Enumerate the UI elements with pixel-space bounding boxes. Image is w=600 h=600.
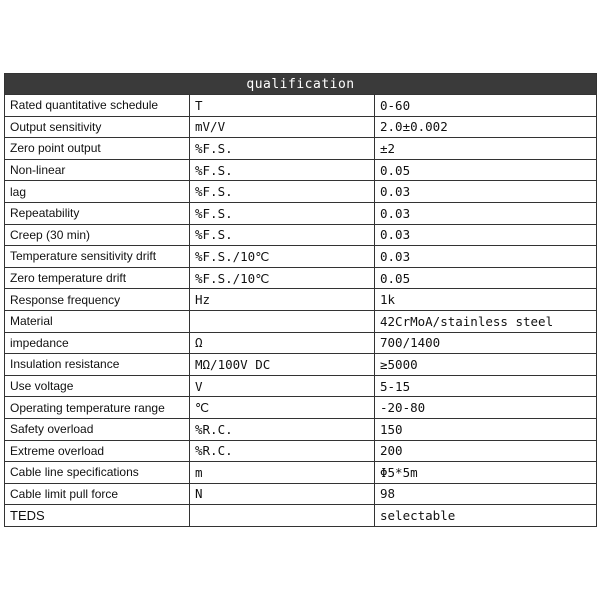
parameter-cell: Material (5, 310, 190, 332)
table-row (5, 116, 597, 138)
table-row (5, 95, 597, 117)
unit-cell: MΩ/100V DC (190, 354, 375, 376)
unit-cell: T (190, 95, 375, 117)
unit-cell (190, 505, 375, 527)
unit-cell: %F.S. (190, 181, 375, 203)
unit-cell: %R.C. (190, 440, 375, 462)
parameter-cell: Cable limit pull force (5, 483, 190, 505)
parameter-cell: Repeatability (5, 202, 190, 224)
unit-cell: N (190, 483, 375, 505)
table-row (5, 418, 597, 440)
value-cell: ≥5000 (375, 354, 597, 376)
table-row (5, 332, 597, 354)
value-cell: 0-60 (375, 95, 597, 117)
table-row (5, 397, 597, 419)
table-body (5, 95, 597, 527)
table-row (5, 267, 597, 289)
value-cell: 0.03 (375, 246, 597, 268)
value-cell: 5-15 (375, 375, 597, 397)
parameter-cell: Rated quantitative schedule (5, 95, 190, 117)
parameter-cell: Zero temperature drift (5, 267, 190, 289)
table-row (5, 289, 597, 311)
table-row (5, 181, 597, 203)
unit-cell: %F.S. (190, 138, 375, 160)
value-cell: -20-80 (375, 397, 597, 419)
table-row (5, 310, 597, 332)
table-row (5, 224, 597, 246)
value-cell: 700/1400 (375, 332, 597, 354)
value-cell: 0.03 (375, 181, 597, 203)
value-cell: 2.0±0.002 (375, 116, 597, 138)
table-row (5, 375, 597, 397)
unit-cell: ℃ (190, 397, 375, 419)
value-cell: 1k (375, 289, 597, 311)
value-cell: 150 (375, 418, 597, 440)
parameter-cell: Use voltage (5, 375, 190, 397)
unit-cell: mV/V (190, 116, 375, 138)
parameter-cell: Safety overload (5, 418, 190, 440)
parameter-cell: Cable line specifications (5, 462, 190, 484)
value-cell: 0.03 (375, 202, 597, 224)
unit-cell: %F.S. (190, 159, 375, 181)
parameter-cell: Output sensitivity (5, 116, 190, 138)
unit-cell (190, 310, 375, 332)
parameter-cell: TEDS (5, 505, 190, 527)
table-row (5, 246, 597, 268)
unit-cell: %R.C. (190, 418, 375, 440)
value-cell: Φ5*5m (375, 462, 597, 484)
parameter-cell: Operating temperature range (5, 397, 190, 419)
table-row (5, 202, 597, 224)
unit-cell: Ω (190, 332, 375, 354)
value-cell: 98 (375, 483, 597, 505)
table-row (5, 354, 597, 376)
unit-cell: %F.S. (190, 224, 375, 246)
table-header-row (5, 74, 597, 95)
parameter-cell: Response frequency (5, 289, 190, 311)
qualification-table (4, 73, 597, 527)
unit-cell: m (190, 462, 375, 484)
parameter-cell: lag (5, 181, 190, 203)
value-cell: 42CrMoA/stainless steel (375, 310, 597, 332)
value-cell: 200 (375, 440, 597, 462)
parameter-cell: Temperature sensitivity drift (5, 246, 190, 268)
unit-cell: %F.S./10℃ (190, 246, 375, 268)
value-cell: 0.03 (375, 224, 597, 246)
table-row (5, 440, 597, 462)
parameter-cell: Non-linear (5, 159, 190, 181)
table-row (5, 462, 597, 484)
value-cell: 0.05 (375, 267, 597, 289)
unit-cell: %F.S./10℃ (190, 267, 375, 289)
parameter-cell: Extreme overload (5, 440, 190, 462)
table-title: qualification (5, 74, 597, 95)
parameter-cell: Zero point output (5, 138, 190, 160)
unit-cell: V (190, 375, 375, 397)
value-cell: ±2 (375, 138, 597, 160)
parameter-cell: Insulation resistance (5, 354, 190, 376)
table-row (5, 159, 597, 181)
parameter-cell: Creep (30 min) (5, 224, 190, 246)
table-row (5, 138, 597, 160)
table-row (5, 505, 597, 527)
parameter-cell: impedance (5, 332, 190, 354)
value-cell: selectable (375, 505, 597, 527)
table-row (5, 483, 597, 505)
unit-cell: %F.S. (190, 202, 375, 224)
value-cell: 0.05 (375, 159, 597, 181)
unit-cell: Hz (190, 289, 375, 311)
